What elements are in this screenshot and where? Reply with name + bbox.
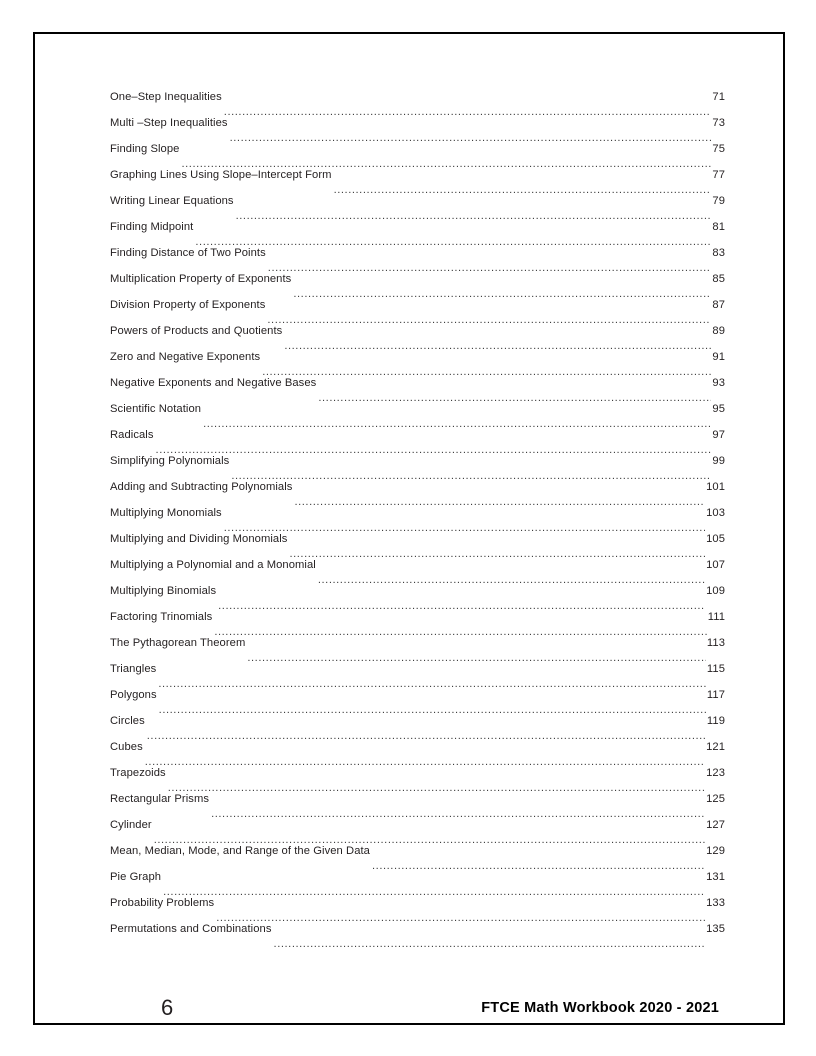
toc-dot-leader (334, 184, 712, 195)
page-border-frame (33, 32, 785, 1025)
toc-entry-page-number: 121 (706, 741, 725, 753)
toc-entry-page-number: 129 (706, 845, 725, 857)
toc-entry-page-number: 89 (712, 325, 725, 337)
toc-dot-leader (247, 652, 706, 663)
toc-dot-leader (163, 886, 705, 897)
toc-entry-title: Multiplying and Dividing Monomials (110, 533, 288, 545)
toc-entry-title: Multi –Step Inequalities (110, 117, 228, 129)
toc-entry-title: Multiplication Property of Exponents (110, 273, 292, 285)
toc-entry-title: Finding Distance of Two Points (110, 247, 266, 259)
toc-entry-page-number: 73 (712, 117, 725, 129)
toc-entry-page-number: 127 (706, 819, 725, 831)
toc-dot-leader (262, 366, 711, 377)
toc-entry-page-number: 133 (706, 897, 725, 909)
toc-entry-title: Adding and Subtracting Polynomials (110, 481, 293, 493)
toc-dot-leader (294, 496, 705, 507)
toc-entry-page-number: 91 (712, 351, 725, 363)
toc-entry[interactable] (110, 117, 725, 143)
toc-entry[interactable] (110, 871, 725, 897)
page-footer (110, 984, 725, 1032)
toc-entry-page-number: 113 (706, 637, 725, 649)
toc-entry[interactable] (110, 923, 725, 949)
footer-book-title: FTCE Math Workbook 2020 - 2021 (481, 999, 719, 1016)
toc-entry[interactable] (110, 195, 725, 221)
toc-dot-leader (195, 236, 711, 247)
toc-dot-leader (284, 340, 711, 351)
toc-dot-leader (230, 132, 712, 143)
toc-entry-page-number: 117 (706, 689, 725, 701)
toc-entry-title: Division Property of Exponents (110, 299, 266, 311)
toc-dot-leader (181, 158, 711, 169)
toc-dot-leader (268, 262, 712, 273)
toc-entry-title: Polygons (110, 689, 157, 701)
toc-entry[interactable] (110, 351, 725, 377)
toc-entry-title: Rectangular Prisms (110, 793, 210, 805)
toc-entry[interactable] (110, 221, 725, 247)
toc-entry[interactable] (110, 741, 725, 767)
toc-entry-page-number: 107 (706, 559, 725, 571)
toc-entry-page-number: 87 (712, 299, 725, 311)
toc-entry[interactable] (110, 403, 725, 429)
toc-entry-page-number: 97 (712, 429, 725, 441)
toc-entry[interactable] (110, 897, 725, 923)
toc-entry-title: Triangles (110, 663, 157, 675)
toc-entry-page-number: 109 (706, 585, 725, 597)
toc-entry-page-number: 111 (707, 611, 725, 623)
toc-entry-title: Scientific Notation (110, 403, 202, 415)
toc-entry[interactable] (110, 169, 725, 195)
toc-entry-page-number: 103 (706, 507, 725, 519)
toc-entry-title: Zero and Negative Exponents (110, 351, 261, 363)
toc-entry-title: Trapezoids (110, 767, 166, 779)
toc-dot-leader (168, 782, 705, 793)
toc-dot-leader (267, 314, 711, 325)
toc-entry-title: Permutations and Combinations (110, 923, 272, 935)
toc-entry[interactable] (110, 689, 725, 715)
toc-entry[interactable] (110, 377, 725, 403)
toc-dot-leader (159, 704, 706, 715)
footer-page-number: 6 (161, 995, 174, 1020)
toc-entry-page-number: 135 (706, 923, 725, 935)
toc-entry[interactable] (110, 767, 725, 793)
toc-dot-leader (211, 808, 705, 819)
toc-dot-leader (231, 470, 711, 481)
toc-entry-title: Factoring Trinomials (110, 611, 213, 623)
toc-dot-leader (156, 444, 712, 455)
toc-dot-leader (289, 548, 705, 559)
toc-entry-title: The Pythagorean Theorem (110, 637, 246, 649)
toc-entry-title: Writing Linear Equations (110, 195, 234, 207)
toc-entry-title: Multiplying Binomials (110, 585, 217, 597)
toc-entry-title: Finding Slope (110, 143, 180, 155)
toc-entry[interactable] (110, 325, 725, 351)
toc-entry-title: Pie Graph (110, 871, 162, 883)
toc-entry-title: Multiplying a Polynomial and a Monomial (110, 559, 316, 571)
toc-entry-page-number: 77 (712, 169, 725, 181)
toc-entry[interactable] (110, 299, 725, 325)
toc-entry-page-number: 119 (706, 715, 725, 727)
table-of-contents-list (110, 91, 725, 949)
toc-dot-leader (218, 600, 705, 611)
toc-entry-page-number: 115 (706, 663, 725, 675)
toc-entry[interactable] (110, 455, 725, 481)
toc-entry-page-number: 101 (706, 481, 725, 493)
toc-entry[interactable] (110, 793, 725, 819)
toc-entry[interactable] (110, 507, 725, 533)
toc-entry-page-number: 83 (712, 247, 725, 259)
toc-dot-leader (318, 574, 705, 585)
toc-entry[interactable] (110, 611, 725, 637)
toc-dot-leader (224, 106, 712, 117)
toc-entry-page-number: 99 (712, 455, 725, 467)
toc-entry-title: Graphing Lines Using Slope–Intercept Form (110, 169, 332, 181)
toc-entry-page-number: 71 (712, 91, 725, 103)
toc-entry-page-number: 79 (712, 195, 725, 207)
toc-entry-page-number: 123 (706, 767, 725, 779)
toc-dot-leader (236, 210, 712, 221)
toc-entry-title: One–Step Inequalities (110, 91, 222, 103)
toc-dot-leader (216, 912, 705, 923)
toc-dot-leader (372, 860, 705, 871)
toc-dot-leader (214, 626, 706, 637)
toc-dot-leader (318, 392, 711, 403)
toc-entry[interactable] (110, 819, 725, 845)
toc-entry-title: Mean, Median, Mode, and Range of the Given Data (110, 845, 370, 857)
toc-entry[interactable] (110, 715, 725, 741)
toc-entry-title: Circles (110, 715, 145, 727)
toc-entry-page-number: 95 (712, 403, 725, 415)
toc-entry-page-number: 125 (706, 793, 725, 805)
toc-entry-title: Cubes (110, 741, 143, 753)
toc-entry[interactable] (110, 481, 725, 507)
toc-entry-title: Multiplying Monomials (110, 507, 222, 519)
toc-entry-page-number: 105 (706, 533, 725, 545)
toc-dot-leader (224, 522, 705, 533)
toc-entry-title: Simplifying Polynomials (110, 455, 230, 467)
toc-dot-leader (203, 418, 711, 429)
toc-entry[interactable] (110, 273, 725, 299)
toc-entry-page-number: 131 (706, 871, 725, 883)
toc-entry[interactable] (110, 663, 725, 689)
toc-entry[interactable] (110, 845, 725, 871)
toc-dot-leader (147, 730, 706, 741)
toc-entry-page-number: 81 (712, 221, 725, 233)
toc-entry[interactable] (110, 247, 725, 273)
toc-entry-title: Radicals (110, 429, 154, 441)
toc-entry-title: Negative Exponents and Negative Bases (110, 377, 317, 389)
toc-entry-page-number: 85 (712, 273, 725, 285)
toc-dot-leader (293, 288, 711, 299)
toc-dot-leader (158, 678, 706, 689)
toc-entry[interactable] (110, 533, 725, 559)
toc-entry-title: Finding Midpoint (110, 221, 194, 233)
toc-entry[interactable] (110, 637, 725, 663)
toc-entry-title: Powers of Products and Quotients (110, 325, 283, 337)
toc-entry-title: Cylinder (110, 819, 152, 831)
toc-entry[interactable] (110, 143, 725, 169)
toc-dot-leader (274, 938, 706, 949)
toc-entry-page-number: 75 (712, 143, 725, 155)
toc-entry[interactable] (110, 429, 725, 455)
toc-entry[interactable] (110, 91, 725, 117)
toc-entry[interactable] (110, 585, 725, 611)
toc-entry-page-number: 93 (712, 377, 725, 389)
toc-dot-leader (154, 834, 705, 845)
toc-entry-title: Probability Problems (110, 897, 215, 909)
toc-dot-leader (145, 756, 705, 767)
toc-entry[interactable] (110, 559, 725, 585)
